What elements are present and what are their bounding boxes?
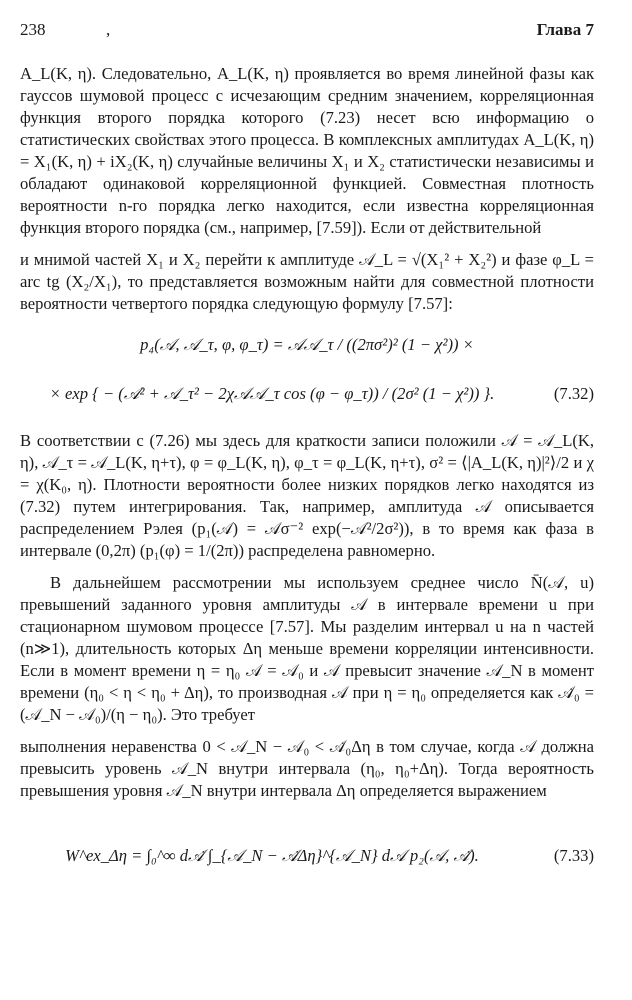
paragraph-5: выполнения неравенства 0 < 𝒜_N − 𝒜₀ < 𝒜̇₀Δη в том случае, когда 𝒜 должна превысить уровень 𝒜_N внутри интервала (η₀, η₀+Δη). Тогда вероятность превышения уровня 𝒜_N внутри интервала Δη определяется выражением [20, 737, 594, 800]
equation-7-32-line-1 [20, 325, 594, 370]
page-number: 238 [20, 20, 46, 39]
equation-7-32-line-2 [20, 370, 594, 430]
equation-7-33 [20, 810, 594, 910]
paragraph-4: В дальнейшем рассмотрении мы используем среднее число N̄(𝒜, u) превышений заданного уровня амплитуды 𝒜 в интервале времени u при стационарном шумовом процессе [7.57]. Мы разделим интервал u на n частей (n≫1), длительность которых Δη меньше времени корреляции интенсивности. Если в момент времени η = η₀ 𝒜 = 𝒜₀ и 𝒜 превысит значение 𝒜_N в момент времени (η₀ < η < η₀ + Δη), то производная 𝒜 при η = η₀ определяется как 𝒜̇₀ = (𝒜_N − 𝒜₀)/(η − η₀). Это требует [20, 573, 594, 724]
equation-7-32-number: (7.32) [553, 384, 594, 403]
header-mark: , [106, 20, 111, 39]
paragraph-3: В соответствии с (7.26) мы здесь для краткости записи положили 𝒜 = 𝒜_L(K, η), 𝒜_τ = 𝒜_L(K, η+τ), φ = φ_L(K, η), φ_τ = φ_L(K, η+τ), σ² = ⟨|A_L(K, η)|²⟩/2 и χ = χ(K₀, η). Плотности вероятности более низких порядков легко находятся из (7.32) путем интегрирования. Так, например, амплитуда 𝒜 описывается распределением Рэлея (p₁(𝒜) = 𝒜σ⁻² exp(−𝒜²/2σ²)), в то время как фаза в интервале (0,2π) (p₁(φ) = 1/(2π)) распределена равномерно. [20, 431, 594, 560]
equation-7-32-text-1: p₄(𝒜, 𝒜_τ, φ, φ_τ) = 𝒜𝒜_τ / ((2πσ²)² (1 − χ²)) × [140, 335, 474, 354]
paragraph-1: A_L(K, η). Следовательно, A_L(K, η) проявляется во время линейной фазы как гауссов шумовой процесс с исчезающим средним значением, корреляционная функция второго порядка которого (7.23) несет всю информацию о статистических свойствах этого процесса. В комплексных амплитудах A_L(K, η) = X₁(K, η) + iX₂(K, η) случайные величины X₁ и X₂ статистически независимы и обладают одинаковой корреляционной функцией. Совместная плотность вероятности n-го порядка легко находится, если известна корреляционная функция второго порядка (см., например, [7.59]). Если от действительной [20, 64, 594, 237]
equation-7-33-text: W^ex_Δη = ∫₀^∞ d𝒜̇ ∫_{𝒜_N − 𝒜̇Δη}^{𝒜_N} d𝒜 p₂(𝒜, 𝒜̇). [65, 846, 479, 865]
paragraph-2: и мнимой частей X₁ и X₂ перейти к амплитуде 𝒜_L = √(X₁² + X₂²) и фазе φ_L = arc tg (X₂/X₁), то представляется возможным найти для совместной плотности вероятности четвертого порядка следующую формулу [7.57]: [20, 250, 594, 313]
chapter-title: Глава 7 [536, 20, 594, 39]
equation-7-33-number: (7.33) [553, 846, 594, 865]
equation-7-32-text-2: × exp { − (𝒜² + 𝒜_τ² − 2χ𝒜𝒜_τ cos (φ − φ_τ)) / (2σ² (1 − χ²)) }. [49, 384, 495, 403]
page-body [20, 63, 594, 910]
page-header [20, 20, 594, 44]
